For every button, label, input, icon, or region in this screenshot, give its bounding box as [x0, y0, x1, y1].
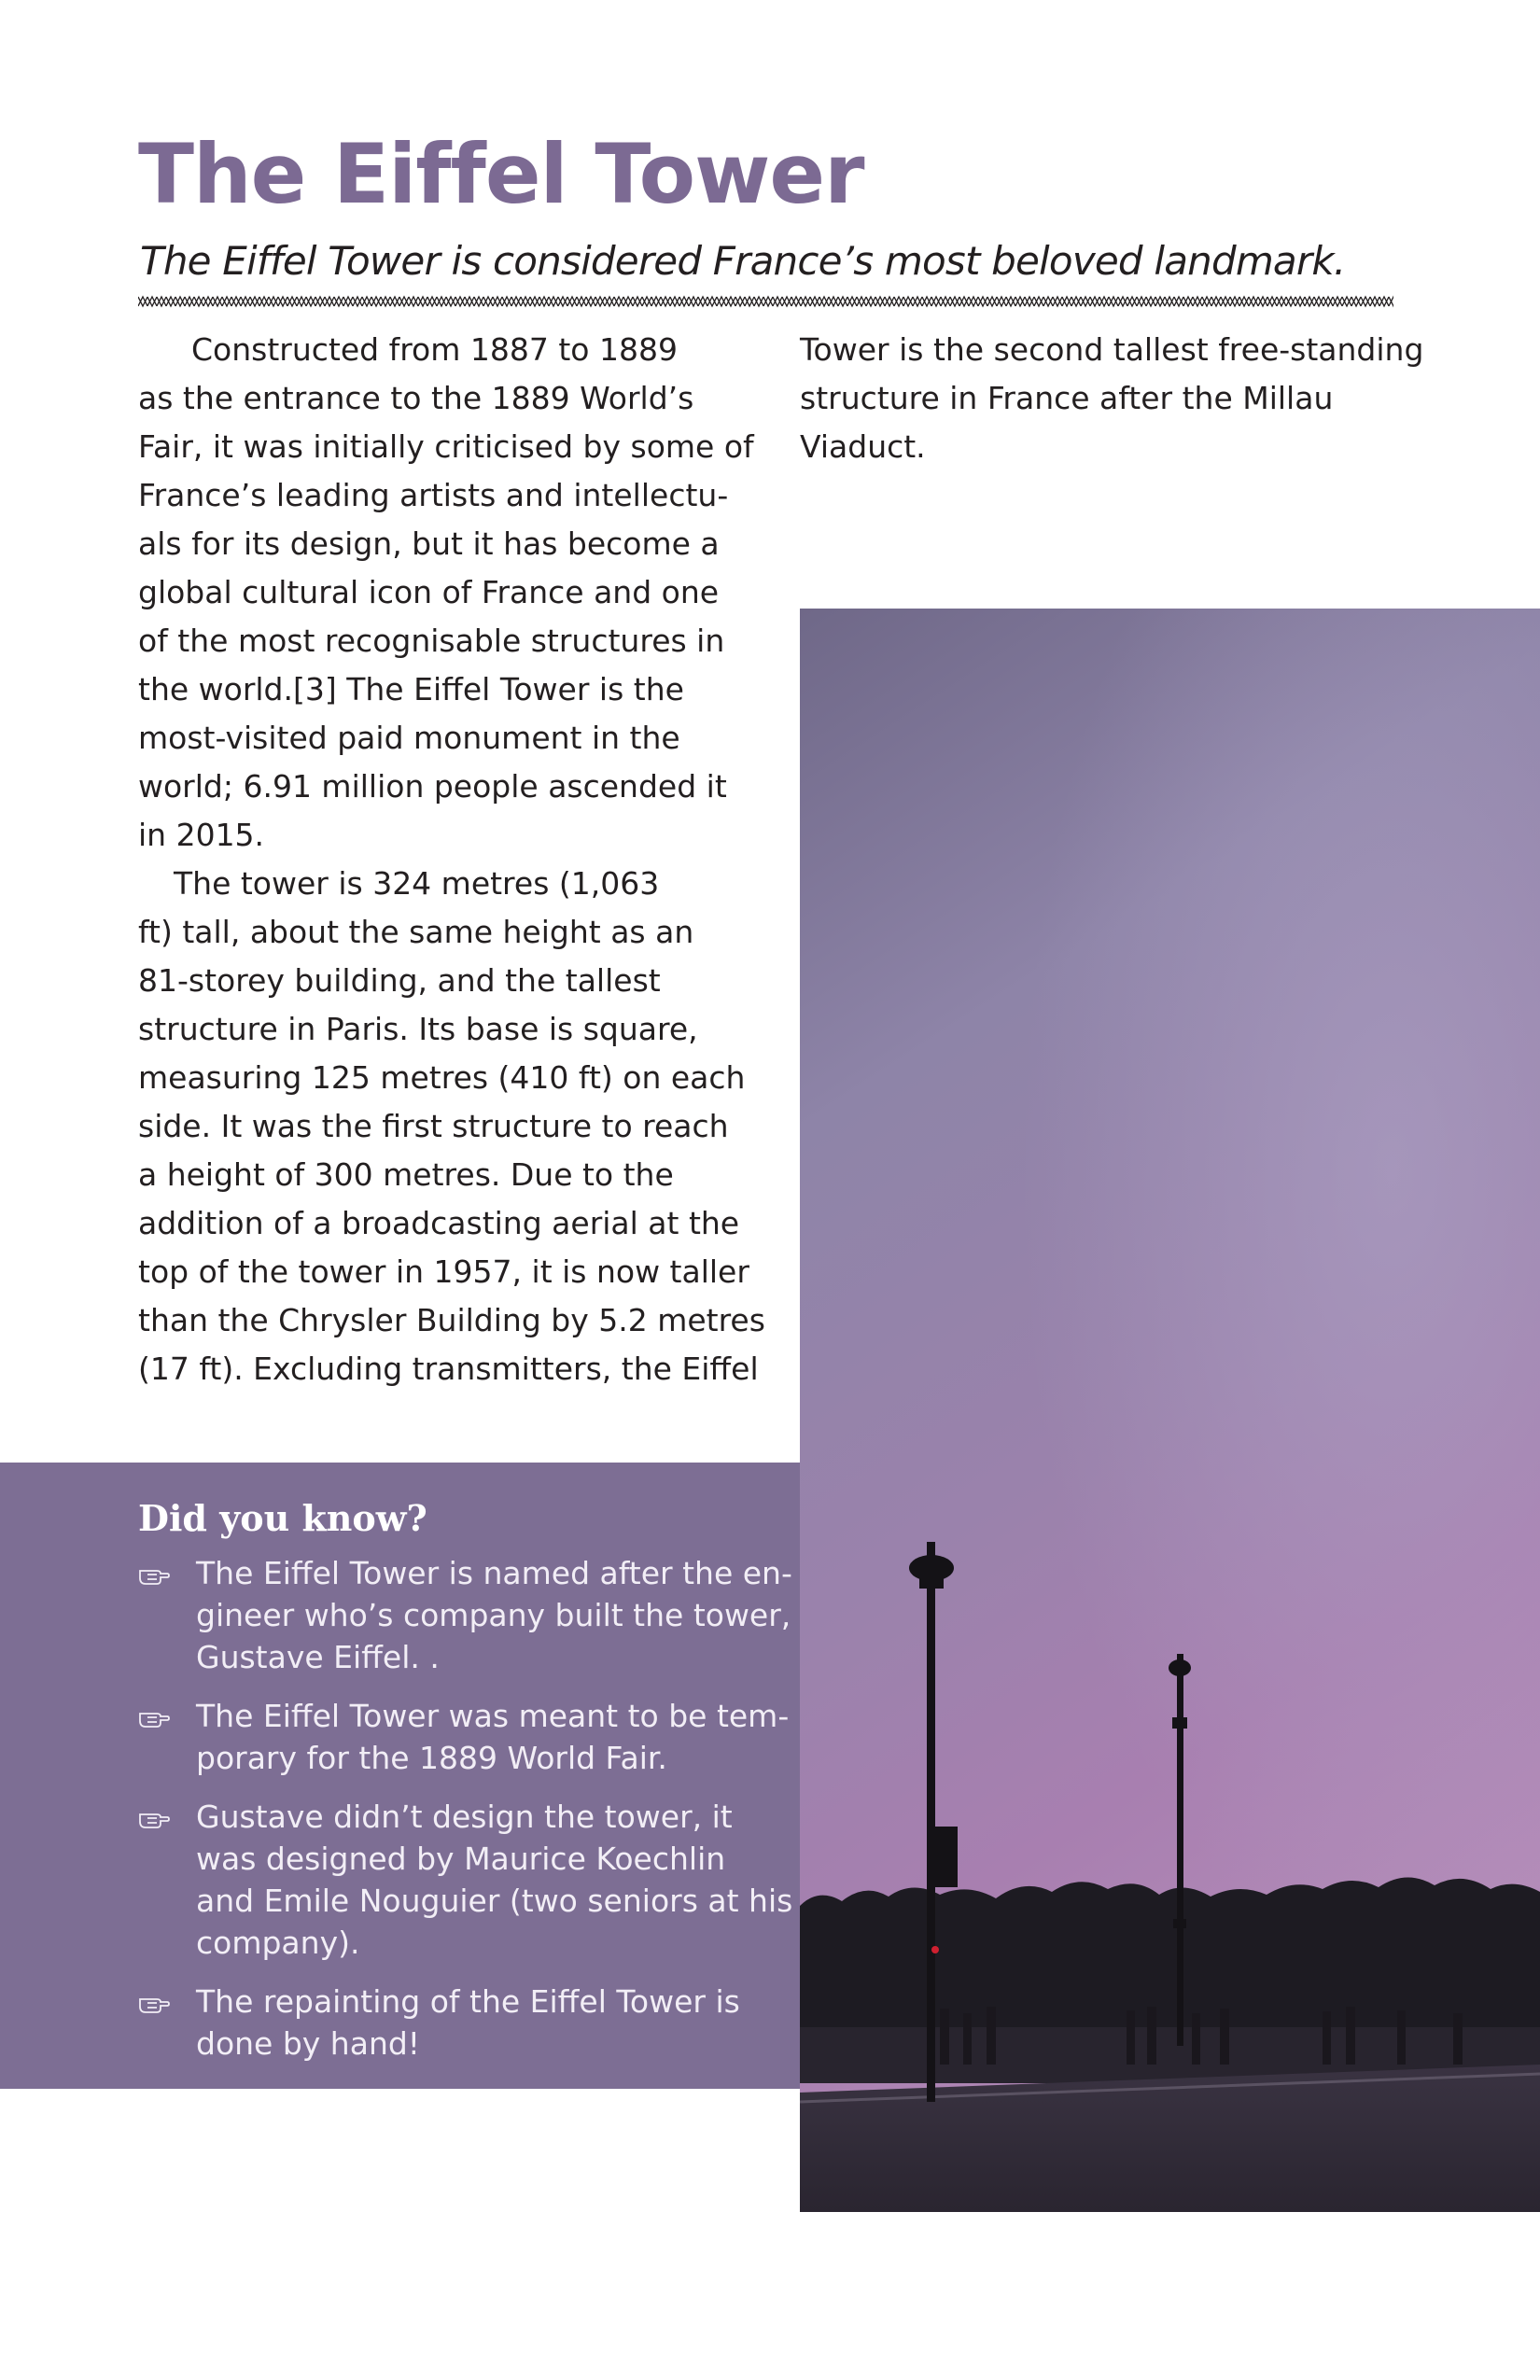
text-line: was designed by Maurice Koechlin	[196, 1841, 726, 1877]
page-subtitle: The Eiffel Tower is considered France’s most beloved landmark.	[140, 238, 1346, 284]
text-line: Tower is the second tallest free-standing	[800, 331, 1424, 368]
pointing-hand-icon	[138, 1990, 170, 2014]
text-line: most-visited paid monument in the	[138, 720, 680, 756]
paragraph-1	[138, 326, 754, 860]
text-line: world; 6.91 million people ascended it	[138, 768, 727, 805]
text-line: structure in Paris. Its base is square,	[138, 1011, 698, 1047]
text-line: The repainting of the Eiffel Tower is	[196, 1983, 740, 2020]
list-item	[138, 1552, 792, 1678]
text-line: company).	[196, 1925, 360, 1961]
text-line: addition of a broadcasting aerial at the	[138, 1205, 740, 1241]
text-line: Viaduct.	[800, 428, 926, 465]
text-line: Gustave didn’t design the tower, it	[196, 1799, 733, 1835]
paragraph-2	[138, 860, 765, 1393]
did-you-know-box	[0, 1463, 800, 2089]
text-line: France’s leading artists and intellectu-	[138, 477, 729, 513]
pointing-hand-icon	[138, 1805, 170, 1829]
text-line: and Emile Nouguier (two seniors at his	[196, 1883, 793, 1919]
page-title: The Eiffel Tower	[138, 126, 864, 222]
list-item	[138, 1796, 793, 1964]
list-item	[138, 1695, 790, 1779]
text-line: of the most recognisable structures in	[138, 623, 725, 659]
text-line: (17 ft). Excluding transmitters, the Eiffel	[138, 1351, 759, 1387]
list-item	[138, 1981, 773, 2065]
text-line: porary for the 1889 World Fair.	[196, 1740, 667, 1776]
text-line: than the Chrysler Building by 5.2 metres	[138, 1302, 765, 1338]
paragraph-2-continued	[800, 326, 1424, 471]
pointing-hand-icon	[138, 1561, 170, 1586]
did-you-know-list	[138, 1552, 793, 2081]
text-line: The Eiffel Tower was meant to be tem-	[196, 1698, 790, 1734]
article-column-left	[138, 326, 765, 1393]
article-column-right	[800, 326, 1424, 471]
text-line: The Eiffel Tower is named after the en-	[196, 1555, 792, 1591]
text-line: a height of 300 metres. Due to the	[138, 1156, 674, 1193]
text-line: done by hand!	[196, 2025, 421, 2062]
text-line: side. It was the first structure to reach	[138, 1108, 729, 1144]
text-line: as the entrance to the 1889 World’s	[138, 380, 694, 416]
text-line: gineer who’s company built the tower,	[196, 1597, 791, 1633]
dusk-street-photo	[800, 609, 1540, 2212]
text-line: the world.[3] The Eiffel Tower is the	[138, 671, 684, 707]
zigzag-divider	[138, 295, 1393, 308]
text-line: Constructed from 1887 to 1889	[191, 331, 678, 368]
text-line: als for its design, but it has become a	[138, 525, 720, 562]
text-line: Gustave Eiffel. .	[196, 1639, 440, 1675]
text-line: measuring 125 metres (410 ft) on each	[138, 1059, 746, 1096]
text-line: ft) tall, about the same height as an	[138, 914, 694, 950]
did-you-know-title: Did you know?	[138, 1497, 427, 1539]
text-line: in 2015.	[138, 817, 265, 853]
text-line: 81-storey building, and the tallest	[138, 962, 661, 999]
pointing-hand-icon	[138, 1704, 170, 1729]
text-line: Fair, it was initially criticised by some of	[138, 428, 754, 465]
text-line: global cultural icon of France and one	[138, 574, 720, 610]
text-line: The tower is 324 metres (1,063	[174, 865, 660, 902]
text-line: top of the tower in 1957, it is now taller	[138, 1253, 749, 1290]
text-line: structure in France after the Millau	[800, 380, 1334, 416]
